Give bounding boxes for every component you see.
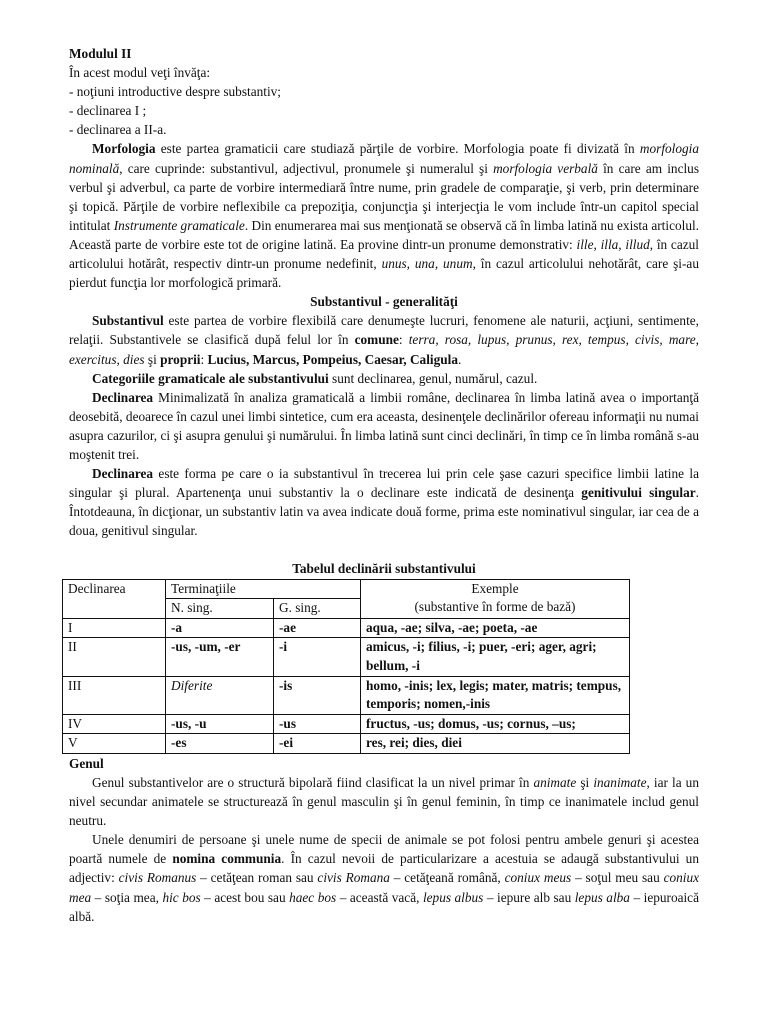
header-examples: Exemple (substantive în forme de bază) xyxy=(361,579,630,618)
cell-declension: IV xyxy=(63,714,166,734)
cell-nom-sing: -us, -u xyxy=(166,714,274,734)
gender-paragraph-2: Unele denumiri de persoane şi unele nume de specii de animale se pot folosi pentru ambele genuri şi acestea poartă numele de nomina communia. În cazul nevoii de particularizare a acestuia se adaugă substantivului un adjectiv: civis Romanus – cetăţean roman sau civis Romana – cetăţeană română, coniux meus – soţul meu sau coniux mea – soţia mea, hic bos – acest bou sau haec bos – această vacă, lepus albus – iepure alb sau lepus alba – iepuroaică albă. xyxy=(69,832,700,924)
morphology-paragraph: Morfologia este partea gramaticii care studiază părţile de vorbire. Morfologia poate fi divizată în morfologia nominală, care cuprinde: substantivul, adjectivul, pronumele şi numeralul şi morfologia verbală în care am inclus verbul şi adverbul, ca parte de vorbire intermediară între nume, prin gradele de comparaţie, şi verb, prin determinare şi topică. Părţile de vorbire neflexibile ca prepoziţia, conjuncţia şi interjecţia le vom include într-un capitol special intitulat Instrumente gramaticale. Din enumerarea mai sus menţionată se observă că în limba latină nu exista articolul. Această parte de vorbire este tot de origine latină. Ea provine dintr-un pronume demonstrativ: ille, illa, illud, în cazul articolului hotărât, respectiv dintr-un pronume nedefinit, unus, una, unum, în cazul articolului nehotărât, care şi-au pierdut funcţia lor morfologică primară. xyxy=(69,141,699,291)
header-endings: Terminaţiile xyxy=(166,579,361,599)
table-row xyxy=(63,618,630,638)
cell-gen-sing: -is xyxy=(274,676,361,714)
cell-examples: aqua, -ae; silva, -ae; poeta, -ae xyxy=(361,618,630,638)
table-row xyxy=(63,734,630,754)
declension-paragraph-2: Declinarea este forma pe care o ia substantivul în trecerea lui prin cele şase cazuri specifice limbii latine la singular şi plural. Apartenenţa unui substantiv la o declinare este indicată de desinenţa genitivului singular. Întotdeauna, în dicţionar, un substantiv latin va avea indicate două forme, prima este nominativul singular, iar cea de a doua, genitivul singular. xyxy=(69,466,699,539)
cell-examples: fructus, -us; domus, -us; cornus, –us; xyxy=(361,714,630,734)
cell-nom-sing: -es xyxy=(166,734,274,754)
module-item: - declinarea a II-a. xyxy=(69,122,167,138)
table-header-row xyxy=(63,579,630,599)
module-item: - declinarea I ; xyxy=(69,103,147,119)
cell-gen-sing: -ei xyxy=(274,734,361,754)
cell-gen-sing: -ae xyxy=(274,618,361,638)
cell-declension: II xyxy=(63,638,166,676)
cell-declension: I xyxy=(63,618,166,638)
header-declension: Declinarea xyxy=(63,579,166,618)
table-row xyxy=(63,638,630,676)
gender-paragraph-1: Genul substantivelor are o structură bipolară fiind clasificat la un nivel primar în animate şi inanimate, iar la un nivel secundar animatele se structurează în genul masculin şi în genul feminin, în timp ce inanimatele includ genul neutru. xyxy=(69,774,699,829)
module-title: Modulul II xyxy=(69,46,132,61)
table-row xyxy=(63,714,630,734)
document-page xyxy=(69,44,699,926)
section-heading-generalities: Substantivul - generalităţi xyxy=(310,294,458,310)
table-row xyxy=(63,676,630,714)
module-item: - noţiuni introductive despre substantiv; xyxy=(69,84,281,100)
cell-nom-sing: Diferite xyxy=(166,676,274,714)
header-gen-sing: G. sing. xyxy=(274,599,361,619)
cell-examples: amicus, -i; filius, -i; puer, -eri; ager, agri; bellum, -i xyxy=(361,638,630,676)
cell-nom-sing: -us, -um, -er xyxy=(166,638,274,676)
gender-heading: Genul xyxy=(69,755,104,771)
categories-paragraph: Categoriile gramaticale ale substantivului sunt declinarea, genul, numărul, cazul. xyxy=(92,370,538,386)
declension-paragraph-1: Declinarea Minimalizată în analiza gramaticală a limbii române, declinarea în limba latină avea o importanţă deosebită, deoarece în cazul unei limbi sintetice, cum era aceasta, desinenţele declinărilor ofereau informaţii nu numai asupra cazurilor, ci şi asupra genului şi numărului. În limba latină sunt cinci declinări, în timp ce în limba română s-au moştenit trei. xyxy=(69,389,699,462)
table-title: Tabelul declinării substantivului xyxy=(292,561,476,577)
noun-paragraph: Substantivul este partea de vorbire flexibilă care denumeşte lucruri, fenomene ale naturii, acţiuni, sentimente, relaţii. Substantivele se clasifică după felul lor în comune: terra, rosa, lupus, prunus, rex, tempus, civis, mare, exercitus, dies şi proprii: Lucius, Marcus, Pompeius, Caesar, Caligula. xyxy=(69,313,699,367)
header-nom-sing: N. sing. xyxy=(166,599,274,619)
cell-declension: V xyxy=(63,734,166,754)
cell-declension: III xyxy=(63,676,166,714)
cell-examples: homo, -inis; lex, legis; mater, matris; tempus, temporis; nomen,-inis xyxy=(361,676,630,714)
cell-gen-sing: -us xyxy=(274,714,361,734)
module-intro: În acest modul veţi învăţa: xyxy=(69,65,211,81)
declension-table xyxy=(62,579,630,754)
cell-examples: res, rei; dies, diei xyxy=(361,734,630,754)
cell-gen-sing: -i xyxy=(274,638,361,676)
cell-nom-sing: -a xyxy=(166,618,274,638)
